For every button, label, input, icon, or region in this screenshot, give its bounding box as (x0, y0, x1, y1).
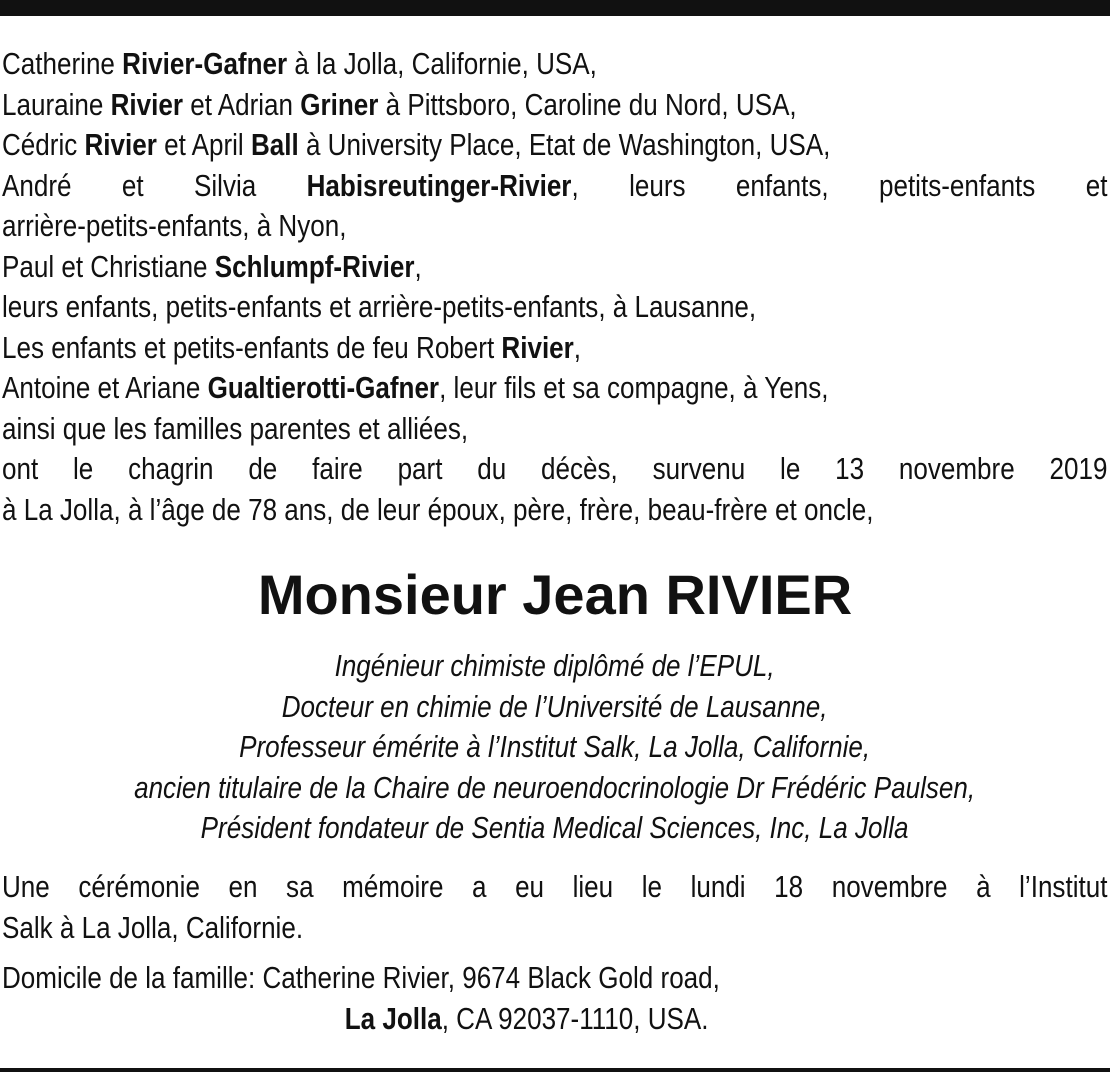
family-line-4: André et Silvia Habisreutinger-Rivier, leurs enfants, petits-enfants et (2, 167, 1108, 203)
title-line-2: Docteur en chimie de l’Université de Lausanne, (282, 688, 828, 724)
title-line-5: Président fondateur de Sentia Medical Sciences, Inc, La Jolla (201, 810, 909, 845)
family-announcement (2, 44, 1107, 530)
family-line-11: ont le chagrin de faire part du décès, survenu le 13 novembre 2019 (2, 451, 1108, 486)
family-line-12: à La Jolla, à l’âge de 78 ans, de leur époux, père, frère, beau-frère et oncle, (2, 491, 874, 527)
ceremony-line-1: Une cérémonie en sa mémoire a eu lieu le lundi 18 novembre à l’Institut (2, 869, 1108, 904)
bottom-rule (0, 1068, 1110, 1072)
family-line-7: leurs enfants, petits-enfants et arrière-petits-enfants, à Lausanne, (2, 289, 757, 324)
domicile-line-1: Domicile de la famille: Catherine Rivier, 9674 Black Gold road, (2, 960, 720, 995)
domicile-paragraph (2, 958, 1107, 1039)
family-line-6: Paul et Christiane Schlumpf-Rivier, (2, 248, 422, 284)
family-line-10: ainsi que les familles parentes et alliées, (2, 410, 469, 446)
family-line-3: Cédric Rivier et April Ball à University Place, Etat de Washington, USA, (2, 127, 831, 162)
family-line-8: Les enfants et petits-enfants de feu Robert Rivier, (2, 329, 582, 365)
family-line-1: Catherine Rivier-Gafner à la Jolla, Californie, USA, (2, 46, 597, 81)
top-rule (0, 0, 1110, 16)
family-line-9: Antoine et Ariane Gualtierotti-Gafner, leur fils et sa compagne, à Yens, (2, 370, 829, 405)
ceremony-paragraph (2, 867, 1107, 948)
family-line-5: arrière-petits-enfants, à Nyon, (2, 208, 347, 243)
title-line-1: Ingénieur chimiste diplômé de l’EPUL, (334, 648, 775, 683)
title-line-3: Professeur émérite à l’Institut Salk, La Jolla, Californie, (239, 729, 871, 764)
domicile-city: La Jolla (344, 1000, 442, 1036)
ceremony-line-2: Salk à La Jolla, Californie. (2, 909, 304, 945)
deceased-name: Monsieur Jean RIVIER (257, 563, 853, 626)
domicile-line-2: La Jolla, CA 92037-1110, USA. (344, 1000, 709, 1036)
family-line-2: Lauraine Rivier et Adrian Griner à Pittsboro, Caroline du Nord, USA, (2, 86, 797, 122)
deceased-titles (0, 646, 1110, 849)
title-line-4: ancien titulaire de la Chaire de neuroendocrinologie Dr Frédéric Paulsen, (134, 769, 976, 805)
